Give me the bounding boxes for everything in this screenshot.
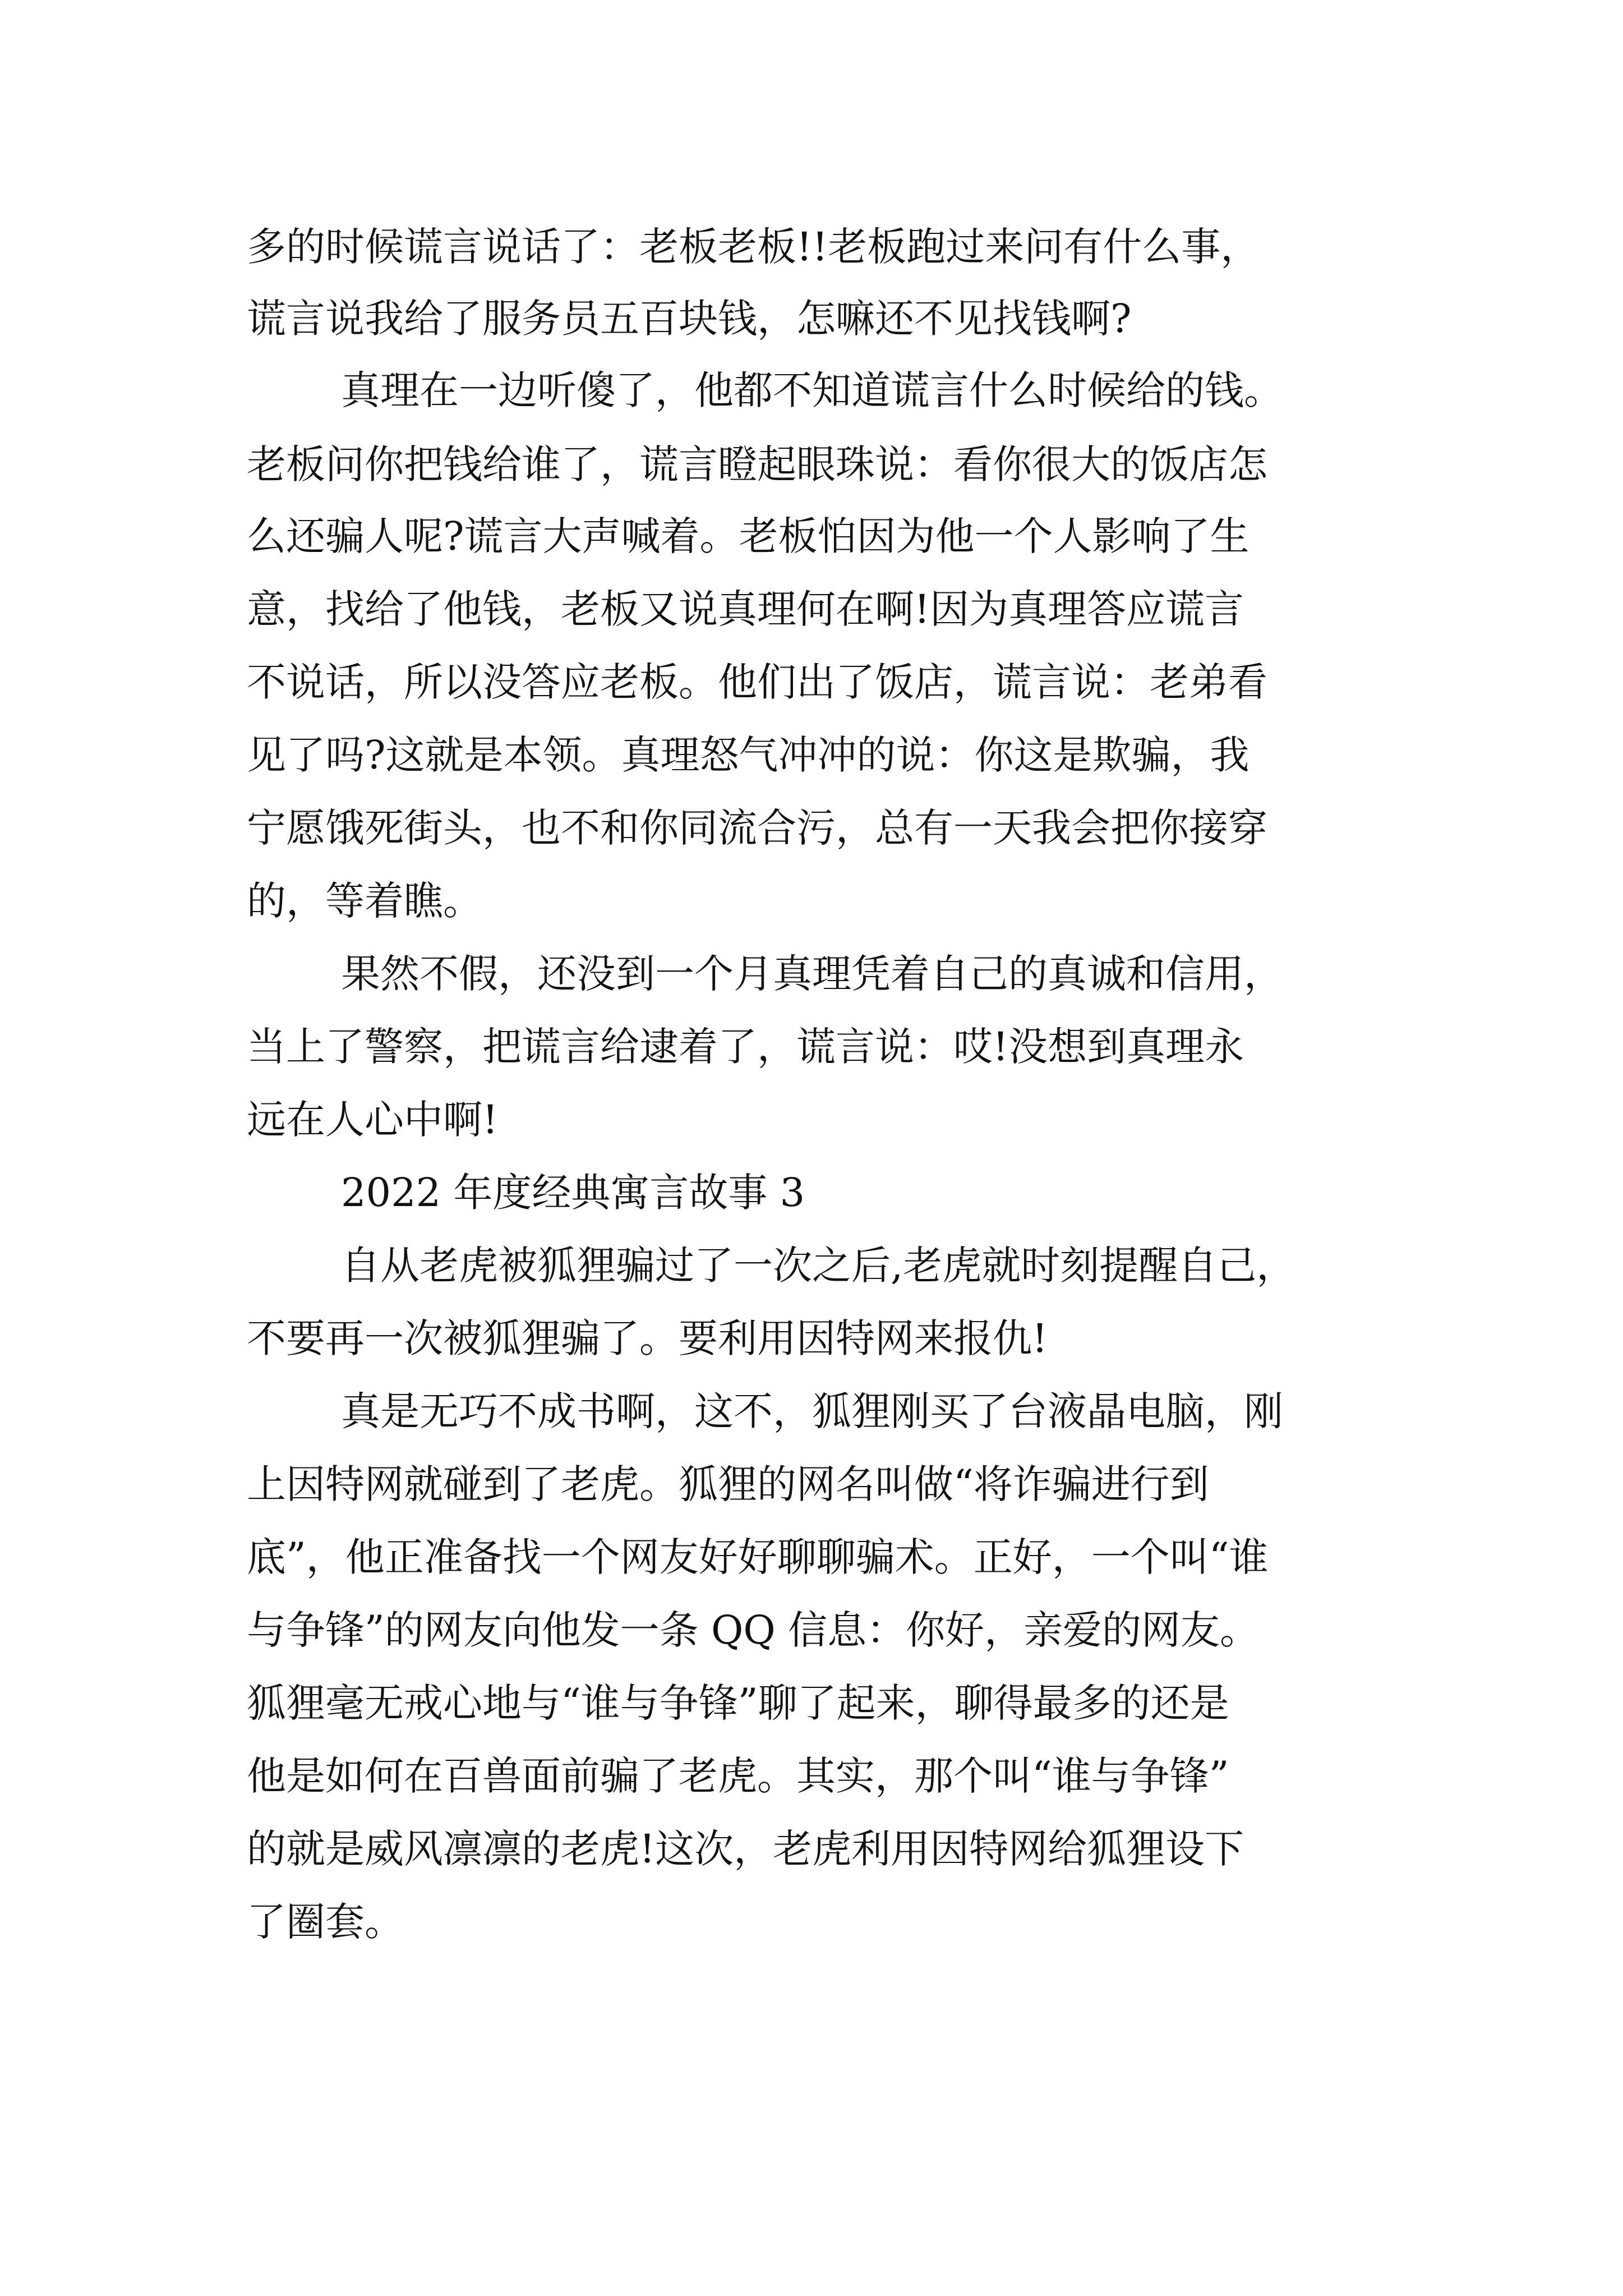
paragraph-first-line: 自从老虎被狐狸骗过了一次之后,老虎就时刻提醒自己， <box>341 1243 1296 1289</box>
text-line: 见了吗?这就是本领。真理怒气冲冲的说：你这是欺骗，我 <box>247 732 1249 778</box>
text-line: 他是如何在百兽面前骗了老虎。其实，那个叫“谁与争锋” <box>247 1753 1229 1799</box>
paragraph-first-line: 真理在一边听傻了，他都不知道谎言什么时候给的钱。 <box>341 367 1283 413</box>
text-line: 与争锋”的网友向他发一条 QQ 信息：你好，亲爱的网友。 <box>247 1607 1260 1653</box>
text-line: 么还骗人呢?谎言大声喊着。老板怕因为他一个人影响了生 <box>247 513 1249 559</box>
paragraph-first-line: 真是无巧不成书啊，这不，狐狸刚买了台液晶电脑，刚 <box>341 1388 1283 1434</box>
text-line: 当上了警察，把谎言给逮着了，谎言说：哎!没想到真理永 <box>247 1024 1244 1070</box>
text-line: 了圈套。 <box>247 1899 404 1945</box>
paragraph-first-line: 果然不假，还没到一个月真理凭着自己的真诚和信用， <box>341 951 1283 997</box>
text-line: 上因特网就碰到了老虎。狐狸的网名叫做“将诈骗进行到 <box>247 1461 1209 1507</box>
text-line: 的就是威风凛凛的老虎!这次，老虎利用因特网给狐狸设下 <box>247 1826 1244 1872</box>
text-line: 狐狸毫无戒心地与“谁与争锋”聊了起来，聊得最多的还是 <box>247 1680 1229 1726</box>
text-line: 多的时候谎言说话了：老板老板!!老板跑过来问有什么事， <box>247 224 1260 270</box>
text-line: 底”，他正准备找一个网友好好聊聊骗术。正好，一个叫“谁 <box>247 1534 1269 1580</box>
text-line: 不说话，所以没答应老板。他们出了饭店，谎言说：老弟看 <box>247 659 1267 705</box>
text-line: 谎言说我给了服务员五百块钱，怎嘛还不见找钱啊? <box>247 296 1132 342</box>
text-line: 的，等着瞧。 <box>247 878 482 924</box>
section-heading: 2022 年度经典寓言故事 3 <box>341 1170 805 1216</box>
text-line: 意，找给了他钱，老板又说真理何在啊!因为真理答应谎言 <box>247 586 1244 632</box>
text-line: 宁愿饿死街头，也不和你同流合污，总有一天我会把你接穿 <box>247 805 1267 851</box>
text-line: 远在人心中啊! <box>247 1097 499 1143</box>
text-line: 老板问你把钱给谁了，谎言瞪起眼珠说：看你很大的饭店怎 <box>247 441 1267 487</box>
text-line: 不要再一次被狐狸骗了。要利用因特网来报仇! <box>247 1315 1048 1361</box>
